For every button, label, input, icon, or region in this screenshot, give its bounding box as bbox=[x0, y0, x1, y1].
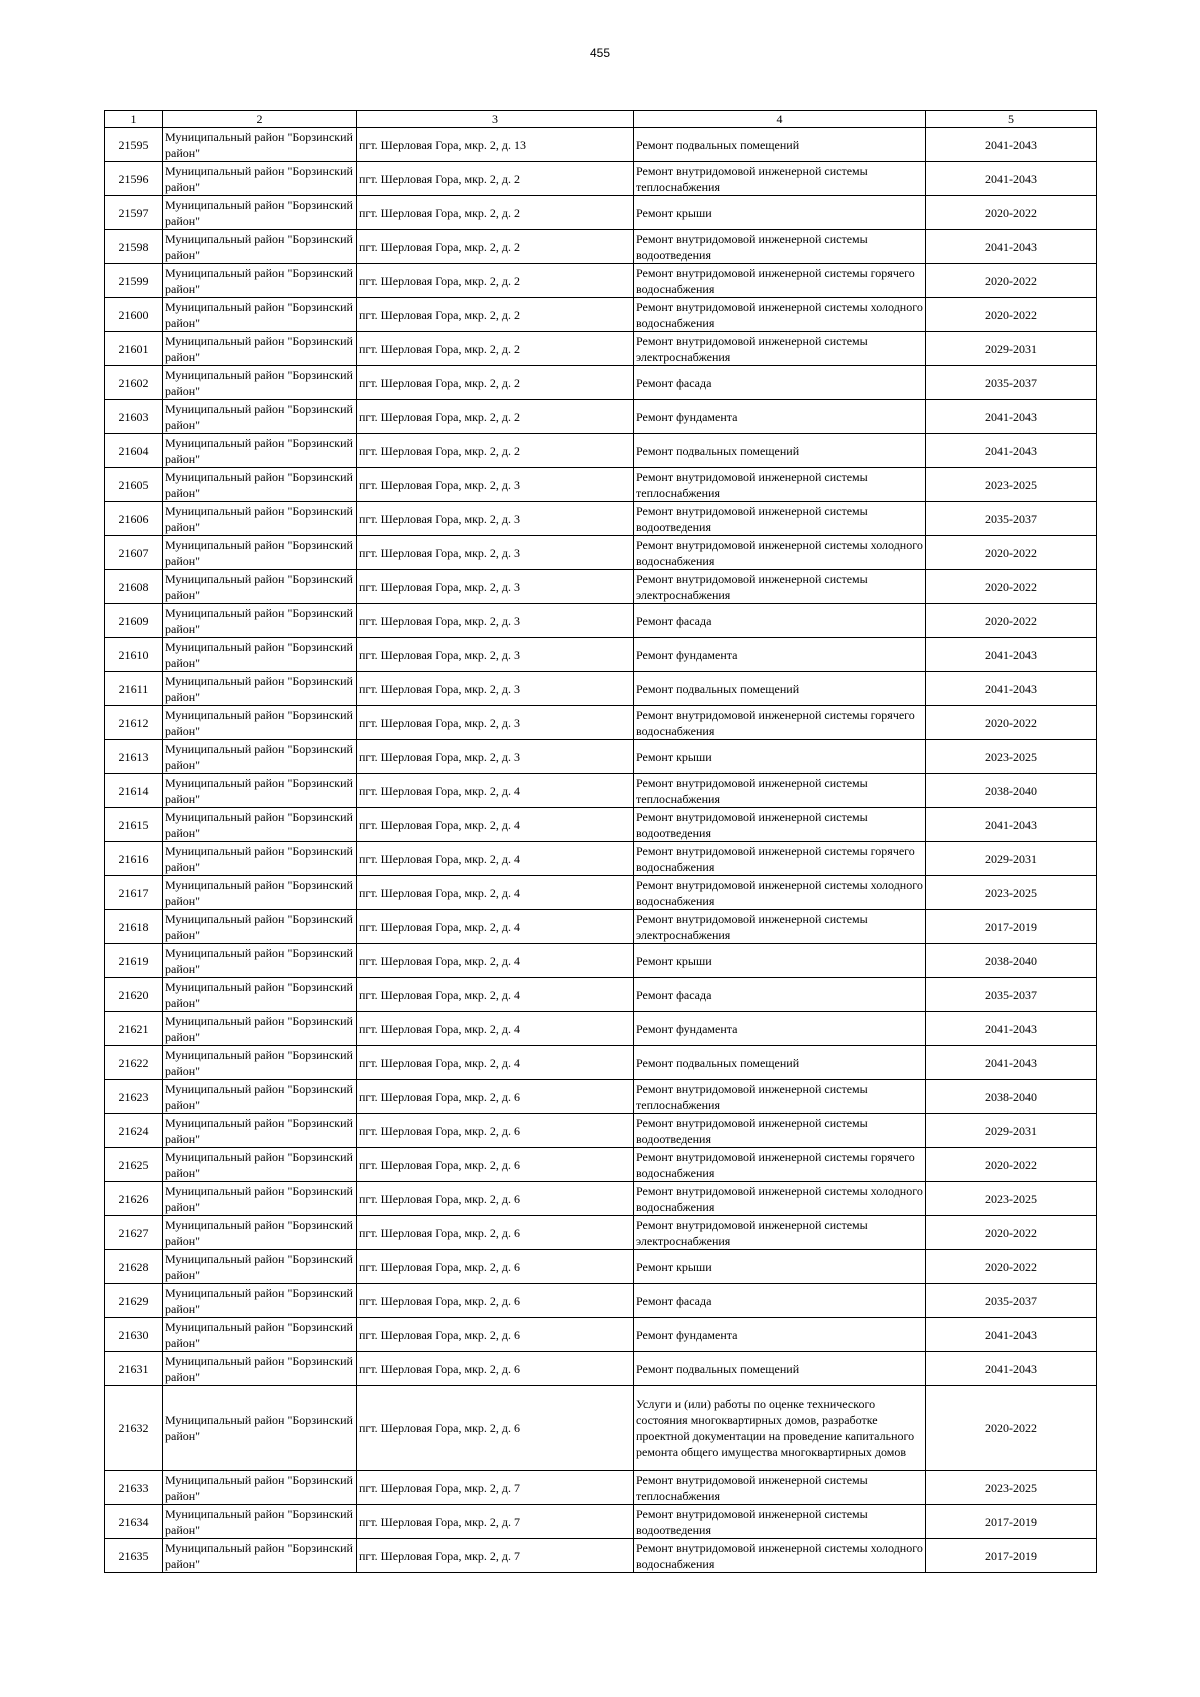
row-number-cell: 21625 bbox=[105, 1148, 163, 1182]
table-body bbox=[105, 128, 1097, 1573]
period-cell: 2038-2040 bbox=[926, 774, 1097, 808]
address-cell: пгт. Шерловая Гора, мкр. 2, д. 2 bbox=[357, 400, 634, 434]
row-number-cell: 21614 bbox=[105, 774, 163, 808]
address-cell: пгт. Шерловая Гора, мкр. 2, д. 6 bbox=[357, 1250, 634, 1284]
period-cell: 2041-2043 bbox=[926, 1046, 1097, 1080]
period-cell: 2038-2040 bbox=[926, 1080, 1097, 1114]
address-cell: пгт. Шерловая Гора, мкр. 2, д. 3 bbox=[357, 536, 634, 570]
period-cell: 2020-2022 bbox=[926, 604, 1097, 638]
column-header-4: 4 bbox=[634, 111, 926, 128]
period-cell: 2020-2022 bbox=[926, 1250, 1097, 1284]
table-row bbox=[105, 366, 1097, 400]
row-number-cell: 21596 bbox=[105, 162, 163, 196]
row-number-cell: 21631 bbox=[105, 1352, 163, 1386]
work-type-cell: Услуги и (или) работы по оценке технического состояния многоквартирных домов, разработке проектной документации на проведение капитального ремонта общего имущества многоквартирных домов bbox=[634, 1386, 926, 1471]
work-type-cell: Ремонт внутридомовой инженерной системы водоотведения bbox=[634, 1505, 926, 1539]
address-cell: пгт. Шерловая Гора, мкр. 2, д. 4 bbox=[357, 978, 634, 1012]
municipality-cell: Муниципальный район "Борзинский район" bbox=[163, 842, 357, 876]
table-row bbox=[105, 1046, 1097, 1080]
address-cell: пгт. Шерловая Гора, мкр. 2, д. 6 bbox=[357, 1386, 634, 1471]
table-row bbox=[105, 1012, 1097, 1046]
municipality-cell: Муниципальный район "Борзинский район" bbox=[163, 638, 357, 672]
address-cell: пгт. Шерловая Гора, мкр. 2, д. 4 bbox=[357, 876, 634, 910]
address-cell: пгт. Шерловая Гора, мкр. 2, д. 4 bbox=[357, 1012, 634, 1046]
row-number-cell: 21632 bbox=[105, 1386, 163, 1471]
table-row bbox=[105, 162, 1097, 196]
period-cell: 2041-2043 bbox=[926, 128, 1097, 162]
table-row bbox=[105, 1505, 1097, 1539]
municipality-cell: Муниципальный район "Борзинский район" bbox=[163, 196, 357, 230]
row-number-cell: 21604 bbox=[105, 434, 163, 468]
municipality-cell: Муниципальный район "Борзинский район" bbox=[163, 434, 357, 468]
work-type-cell: Ремонт подвальных помещений bbox=[634, 434, 926, 468]
municipality-cell: Муниципальный район "Борзинский район" bbox=[163, 1216, 357, 1250]
table-row bbox=[105, 774, 1097, 808]
period-cell: 2029-2031 bbox=[926, 332, 1097, 366]
row-number-cell: 21634 bbox=[105, 1505, 163, 1539]
header-row bbox=[105, 111, 1097, 128]
address-cell: пгт. Шерловая Гора, мкр. 2, д. 2 bbox=[357, 332, 634, 366]
table-row bbox=[105, 944, 1097, 978]
municipality-cell: Муниципальный район "Борзинский район" bbox=[163, 502, 357, 536]
work-type-cell: Ремонт фасада bbox=[634, 1284, 926, 1318]
row-number-cell: 21613 bbox=[105, 740, 163, 774]
capital-repair-table bbox=[104, 110, 1097, 1573]
period-cell: 2020-2022 bbox=[926, 536, 1097, 570]
municipality-cell: Муниципальный район "Борзинский район" bbox=[163, 468, 357, 502]
period-cell: 2020-2022 bbox=[926, 1216, 1097, 1250]
table-row bbox=[105, 434, 1097, 468]
address-cell: пгт. Шерловая Гора, мкр. 2, д. 4 bbox=[357, 910, 634, 944]
column-header-2: 2 bbox=[163, 111, 357, 128]
row-number-cell: 21600 bbox=[105, 298, 163, 332]
row-number-cell: 21608 bbox=[105, 570, 163, 604]
row-number-cell: 21606 bbox=[105, 502, 163, 536]
row-number-cell: 21633 bbox=[105, 1471, 163, 1505]
row-number-cell: 21615 bbox=[105, 808, 163, 842]
period-cell: 2041-2043 bbox=[926, 400, 1097, 434]
address-cell: пгт. Шерловая Гора, мкр. 2, д. 6 bbox=[357, 1114, 634, 1148]
work-type-cell: Ремонт внутридомовой инженерной системы водоотведения bbox=[634, 808, 926, 842]
period-cell: 2041-2043 bbox=[926, 230, 1097, 264]
table-row bbox=[105, 1318, 1097, 1352]
table-row bbox=[105, 1114, 1097, 1148]
table-header bbox=[105, 111, 1097, 128]
municipality-cell: Муниципальный район "Борзинский район" bbox=[163, 1046, 357, 1080]
period-cell: 2023-2025 bbox=[926, 1471, 1097, 1505]
work-type-cell: Ремонт внутридомовой инженерной системы холодного водоснабжения bbox=[634, 1539, 926, 1573]
work-type-cell: Ремонт внутридомовой инженерной системы электроснабжения bbox=[634, 332, 926, 366]
municipality-cell: Муниципальный район "Борзинский район" bbox=[163, 1114, 357, 1148]
municipality-cell: Муниципальный район "Борзинский район" bbox=[163, 808, 357, 842]
work-type-cell: Ремонт внутридомовой инженерной системы водоотведения bbox=[634, 502, 926, 536]
work-type-cell: Ремонт крыши bbox=[634, 196, 926, 230]
period-cell: 2020-2022 bbox=[926, 298, 1097, 332]
table-row bbox=[105, 332, 1097, 366]
table-row bbox=[105, 876, 1097, 910]
period-cell: 2041-2043 bbox=[926, 162, 1097, 196]
table-row bbox=[105, 1080, 1097, 1114]
period-cell: 2023-2025 bbox=[926, 740, 1097, 774]
table-row bbox=[105, 230, 1097, 264]
address-cell: пгт. Шерловая Гора, мкр. 2, д. 2 bbox=[357, 434, 634, 468]
table-row bbox=[105, 468, 1097, 502]
address-cell: пгт. Шерловая Гора, мкр. 2, д. 2 bbox=[357, 196, 634, 230]
row-number-cell: 21620 bbox=[105, 978, 163, 1012]
period-cell: 2020-2022 bbox=[926, 1386, 1097, 1471]
work-type-cell: Ремонт внутридомовой инженерной системы водоотведения bbox=[634, 230, 926, 264]
work-type-cell: Ремонт внутридомовой инженерной системы теплоснабжения bbox=[634, 1471, 926, 1505]
municipality-cell: Муниципальный район "Борзинский район" bbox=[163, 1250, 357, 1284]
table-row bbox=[105, 1284, 1097, 1318]
work-type-cell: Ремонт внутридомовой инженерной системы холодного водоснабжения bbox=[634, 536, 926, 570]
row-number-cell: 21618 bbox=[105, 910, 163, 944]
municipality-cell: Муниципальный район "Борзинский район" bbox=[163, 400, 357, 434]
period-cell: 2023-2025 bbox=[926, 468, 1097, 502]
table-row bbox=[105, 910, 1097, 944]
address-cell: пгт. Шерловая Гора, мкр. 2, д. 3 bbox=[357, 638, 634, 672]
period-cell: 2041-2043 bbox=[926, 672, 1097, 706]
period-cell: 2023-2025 bbox=[926, 876, 1097, 910]
work-type-cell: Ремонт фундамента bbox=[634, 638, 926, 672]
municipality-cell: Муниципальный район "Борзинский район" bbox=[163, 1080, 357, 1114]
address-cell: пгт. Шерловая Гора, мкр. 2, д. 2 bbox=[357, 298, 634, 332]
period-cell: 2020-2022 bbox=[926, 570, 1097, 604]
period-cell: 2038-2040 bbox=[926, 944, 1097, 978]
period-cell: 2035-2037 bbox=[926, 502, 1097, 536]
address-cell: пгт. Шерловая Гора, мкр. 2, д. 3 bbox=[357, 706, 634, 740]
work-type-cell: Ремонт фундамента bbox=[634, 400, 926, 434]
table-row bbox=[105, 706, 1097, 740]
work-type-cell: Ремонт внутридомовой инженерной системы электроснабжения bbox=[634, 1216, 926, 1250]
work-type-cell: Ремонт внутридомовой инженерной системы холодного водоснабжения bbox=[634, 876, 926, 910]
work-type-cell: Ремонт подвальных помещений bbox=[634, 672, 926, 706]
row-number-cell: 21626 bbox=[105, 1182, 163, 1216]
address-cell: пгт. Шерловая Гора, мкр. 2, д. 4 bbox=[357, 842, 634, 876]
municipality-cell: Муниципальный район "Борзинский район" bbox=[163, 264, 357, 298]
table-row bbox=[105, 1386, 1097, 1471]
address-cell: пгт. Шерловая Гора, мкр. 2, д. 4 bbox=[357, 808, 634, 842]
period-cell: 2029-2031 bbox=[926, 1114, 1097, 1148]
work-type-cell: Ремонт фасада bbox=[634, 978, 926, 1012]
municipality-cell: Муниципальный район "Борзинский район" bbox=[163, 332, 357, 366]
period-cell: 2020-2022 bbox=[926, 706, 1097, 740]
period-cell: 2017-2019 bbox=[926, 1539, 1097, 1573]
row-number-cell: 21616 bbox=[105, 842, 163, 876]
row-number-cell: 21612 bbox=[105, 706, 163, 740]
row-number-cell: 21629 bbox=[105, 1284, 163, 1318]
period-cell: 2035-2037 bbox=[926, 1284, 1097, 1318]
address-cell: пгт. Шерловая Гора, мкр. 2, д. 6 bbox=[357, 1318, 634, 1352]
table-row bbox=[105, 400, 1097, 434]
period-cell: 2023-2025 bbox=[926, 1182, 1097, 1216]
municipality-cell: Муниципальный район "Борзинский район" bbox=[163, 570, 357, 604]
work-type-cell: Ремонт внутридомовой инженерной системы горячего водоснабжения bbox=[634, 264, 926, 298]
work-type-cell: Ремонт внутридомовой инженерной системы горячего водоснабжения bbox=[634, 842, 926, 876]
address-cell: пгт. Шерловая Гора, мкр. 2, д. 2 bbox=[357, 366, 634, 400]
period-cell: 2035-2037 bbox=[926, 978, 1097, 1012]
period-cell: 2020-2022 bbox=[926, 1148, 1097, 1182]
period-cell: 2041-2043 bbox=[926, 638, 1097, 672]
period-cell: 2041-2043 bbox=[926, 1352, 1097, 1386]
address-cell: пгт. Шерловая Гора, мкр. 2, д. 7 bbox=[357, 1539, 634, 1573]
table-row bbox=[105, 978, 1097, 1012]
address-cell: пгт. Шерловая Гора, мкр. 2, д. 6 bbox=[357, 1284, 634, 1318]
period-cell: 2020-2022 bbox=[926, 264, 1097, 298]
municipality-cell: Муниципальный район "Борзинский район" bbox=[163, 1182, 357, 1216]
work-type-cell: Ремонт внутридомовой инженерной системы горячего водоснабжения bbox=[634, 706, 926, 740]
row-number-cell: 21635 bbox=[105, 1539, 163, 1573]
municipality-cell: Муниципальный район "Борзинский район" bbox=[163, 1284, 357, 1318]
municipality-cell: Муниципальный район "Борзинский район" bbox=[163, 1386, 357, 1471]
municipality-cell: Муниципальный район "Борзинский район" bbox=[163, 604, 357, 638]
table-row bbox=[105, 842, 1097, 876]
address-cell: пгт. Шерловая Гора, мкр. 2, д. 2 bbox=[357, 230, 634, 264]
work-type-cell: Ремонт фасада bbox=[634, 604, 926, 638]
address-cell: пгт. Шерловая Гора, мкр. 2, д. 6 bbox=[357, 1216, 634, 1250]
row-number-cell: 21623 bbox=[105, 1080, 163, 1114]
row-number-cell: 21607 bbox=[105, 536, 163, 570]
table-row bbox=[105, 604, 1097, 638]
work-type-cell: Ремонт внутридомовой инженерной системы холодного водоснабжения bbox=[634, 1182, 926, 1216]
period-cell: 2029-2031 bbox=[926, 842, 1097, 876]
table-row bbox=[105, 264, 1097, 298]
municipality-cell: Муниципальный район "Борзинский район" bbox=[163, 944, 357, 978]
work-type-cell: Ремонт фундамента bbox=[634, 1318, 926, 1352]
work-type-cell: Ремонт фасада bbox=[634, 366, 926, 400]
row-number-cell: 21628 bbox=[105, 1250, 163, 1284]
work-type-cell: Ремонт внутридомовой инженерной системы теплоснабжения bbox=[634, 1080, 926, 1114]
municipality-cell: Муниципальный район "Борзинский район" bbox=[163, 366, 357, 400]
municipality-cell: Муниципальный район "Борзинский район" bbox=[163, 706, 357, 740]
row-number-cell: 21601 bbox=[105, 332, 163, 366]
address-cell: пгт. Шерловая Гора, мкр. 2, д. 6 bbox=[357, 1080, 634, 1114]
table-row bbox=[105, 1352, 1097, 1386]
address-cell: пгт. Шерловая Гора, мкр. 2, д. 3 bbox=[357, 672, 634, 706]
column-header-3: 3 bbox=[357, 111, 634, 128]
page-number: 455 bbox=[589, 46, 611, 60]
municipality-cell: Муниципальный район "Борзинский район" bbox=[163, 1539, 357, 1573]
address-cell: пгт. Шерловая Гора, мкр. 2, д. 6 bbox=[357, 1352, 634, 1386]
period-cell: 2017-2019 bbox=[926, 910, 1097, 944]
address-cell: пгт. Шерловая Гора, мкр. 2, д. 7 bbox=[357, 1471, 634, 1505]
municipality-cell: Муниципальный район "Борзинский район" bbox=[163, 162, 357, 196]
table-row bbox=[105, 196, 1097, 230]
municipality-cell: Муниципальный район "Борзинский район" bbox=[163, 128, 357, 162]
period-cell: 2017-2019 bbox=[926, 1505, 1097, 1539]
period-cell: 2041-2043 bbox=[926, 1318, 1097, 1352]
work-type-cell: Ремонт крыши bbox=[634, 1250, 926, 1284]
address-cell: пгт. Шерловая Гора, мкр. 2, д. 2 bbox=[357, 162, 634, 196]
work-type-cell: Ремонт подвальных помещений bbox=[634, 128, 926, 162]
period-cell: 2041-2043 bbox=[926, 1012, 1097, 1046]
period-cell: 2020-2022 bbox=[926, 196, 1097, 230]
table-row bbox=[105, 128, 1097, 162]
municipality-cell: Муниципальный район "Борзинский район" bbox=[163, 978, 357, 1012]
period-cell: 2041-2043 bbox=[926, 808, 1097, 842]
municipality-cell: Муниципальный район "Борзинский район" bbox=[163, 1505, 357, 1539]
row-number-cell: 21597 bbox=[105, 196, 163, 230]
municipality-cell: Муниципальный район "Борзинский район" bbox=[163, 1148, 357, 1182]
work-type-cell: Ремонт внутридомовой инженерной системы электроснабжения bbox=[634, 570, 926, 604]
table-row bbox=[105, 808, 1097, 842]
row-number-cell: 21630 bbox=[105, 1318, 163, 1352]
period-cell: 2041-2043 bbox=[926, 434, 1097, 468]
row-number-cell: 21619 bbox=[105, 944, 163, 978]
work-type-cell: Ремонт фундамента bbox=[634, 1012, 926, 1046]
table-row bbox=[105, 638, 1097, 672]
row-number-cell: 21621 bbox=[105, 1012, 163, 1046]
work-type-cell: Ремонт подвальных помещений bbox=[634, 1352, 926, 1386]
work-type-cell: Ремонт внутридомовой инженерной системы теплоснабжения bbox=[634, 774, 926, 808]
work-type-cell: Ремонт крыши bbox=[634, 740, 926, 774]
row-number-cell: 21602 bbox=[105, 366, 163, 400]
row-number-cell: 21599 bbox=[105, 264, 163, 298]
address-cell: пгт. Шерловая Гора, мкр. 2, д. 2 bbox=[357, 264, 634, 298]
address-cell: пгт. Шерловая Гора, мкр. 2, д. 6 bbox=[357, 1148, 634, 1182]
row-number-cell: 21609 bbox=[105, 604, 163, 638]
municipality-cell: Муниципальный район "Борзинский район" bbox=[163, 230, 357, 264]
municipality-cell: Муниципальный район "Борзинский район" bbox=[163, 876, 357, 910]
work-type-cell: Ремонт внутридомовой инженерной системы теплоснабжения bbox=[634, 468, 926, 502]
municipality-cell: Муниципальный район "Борзинский район" bbox=[163, 740, 357, 774]
municipality-cell: Муниципальный район "Борзинский район" bbox=[163, 910, 357, 944]
table-row bbox=[105, 502, 1097, 536]
row-number-cell: 21617 bbox=[105, 876, 163, 910]
address-cell: пгт. Шерловая Гора, мкр. 2, д. 4 bbox=[357, 1046, 634, 1080]
work-type-cell: Ремонт подвальных помещений bbox=[634, 1046, 926, 1080]
row-number-cell: 21624 bbox=[105, 1114, 163, 1148]
municipality-cell: Муниципальный район "Борзинский район" bbox=[163, 1012, 357, 1046]
address-cell: пгт. Шерловая Гора, мкр. 2, д. 13 bbox=[357, 128, 634, 162]
municipality-cell: Муниципальный район "Борзинский район" bbox=[163, 774, 357, 808]
table-row bbox=[105, 298, 1097, 332]
work-type-cell: Ремонт внутридомовой инженерной системы водоотведения bbox=[634, 1114, 926, 1148]
address-cell: пгт. Шерловая Гора, мкр. 2, д. 4 bbox=[357, 774, 634, 808]
table-row bbox=[105, 1216, 1097, 1250]
table-row bbox=[105, 1250, 1097, 1284]
municipality-cell: Муниципальный район "Борзинский район" bbox=[163, 536, 357, 570]
municipality-cell: Муниципальный район "Борзинский район" bbox=[163, 1318, 357, 1352]
period-cell: 2035-2037 bbox=[926, 366, 1097, 400]
table-row bbox=[105, 570, 1097, 604]
address-cell: пгт. Шерловая Гора, мкр. 2, д. 3 bbox=[357, 570, 634, 604]
table-row bbox=[105, 1539, 1097, 1573]
row-number-cell: 21595 bbox=[105, 128, 163, 162]
work-type-cell: Ремонт внутридомовой инженерной системы горячего водоснабжения bbox=[634, 1148, 926, 1182]
column-header-1: 1 bbox=[105, 111, 163, 128]
address-cell: пгт. Шерловая Гора, мкр. 2, д. 6 bbox=[357, 1182, 634, 1216]
row-number-cell: 21603 bbox=[105, 400, 163, 434]
address-cell: пгт. Шерловая Гора, мкр. 2, д. 3 bbox=[357, 502, 634, 536]
municipality-cell: Муниципальный район "Борзинский район" bbox=[163, 1471, 357, 1505]
row-number-cell: 21605 bbox=[105, 468, 163, 502]
work-type-cell: Ремонт внутридомовой инженерной системы теплоснабжения bbox=[634, 162, 926, 196]
row-number-cell: 21610 bbox=[105, 638, 163, 672]
address-cell: пгт. Шерловая Гора, мкр. 2, д. 3 bbox=[357, 468, 634, 502]
address-cell: пгт. Шерловая Гора, мкр. 2, д. 4 bbox=[357, 944, 634, 978]
row-number-cell: 21611 bbox=[105, 672, 163, 706]
work-type-cell: Ремонт внутридомовой инженерной системы холодного водоснабжения bbox=[634, 298, 926, 332]
table-row bbox=[105, 536, 1097, 570]
table-row bbox=[105, 1471, 1097, 1505]
municipality-cell: Муниципальный район "Борзинский район" bbox=[163, 1352, 357, 1386]
table-row bbox=[105, 740, 1097, 774]
column-header-5: 5 bbox=[926, 111, 1097, 128]
work-type-cell: Ремонт крыши bbox=[634, 944, 926, 978]
table-row bbox=[105, 672, 1097, 706]
address-cell: пгт. Шерловая Гора, мкр. 2, д. 7 bbox=[357, 1505, 634, 1539]
municipality-cell: Муниципальный район "Борзинский район" bbox=[163, 672, 357, 706]
row-number-cell: 21598 bbox=[105, 230, 163, 264]
municipality-cell: Муниципальный район "Борзинский район" bbox=[163, 298, 357, 332]
table-row bbox=[105, 1182, 1097, 1216]
row-number-cell: 21627 bbox=[105, 1216, 163, 1250]
work-type-cell: Ремонт внутридомовой инженерной системы электроснабжения bbox=[634, 910, 926, 944]
address-cell: пгт. Шерловая Гора, мкр. 2, д. 3 bbox=[357, 604, 634, 638]
table-row bbox=[105, 1148, 1097, 1182]
address-cell: пгт. Шерловая Гора, мкр. 2, д. 3 bbox=[357, 740, 634, 774]
row-number-cell: 21622 bbox=[105, 1046, 163, 1080]
